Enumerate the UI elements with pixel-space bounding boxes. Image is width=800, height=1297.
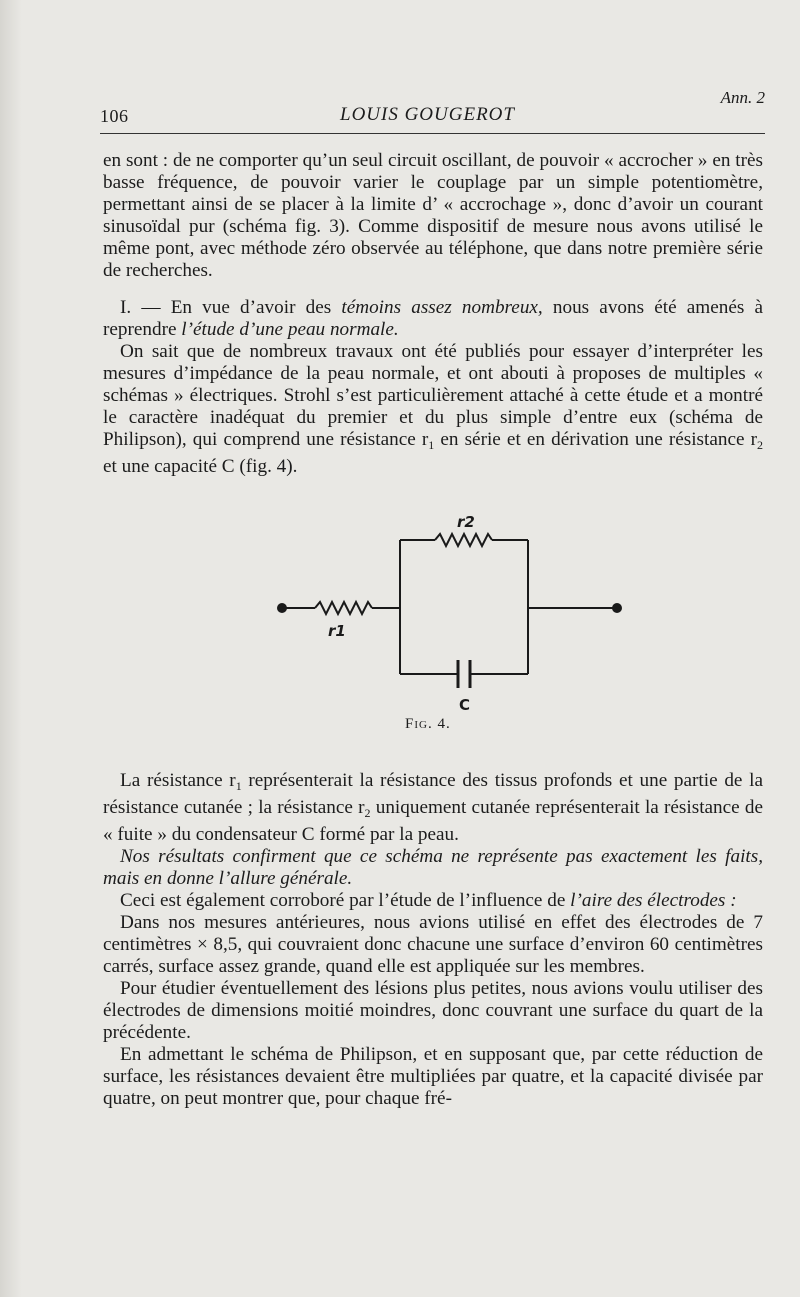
circuit-diagram bbox=[270, 510, 650, 740]
paragraph-temoins: I. — En vue d’avoir des témoins assez nombreux, nous avons été amenés à reprendre l’étude d’une peau normale. bbox=[103, 297, 763, 340]
paragraph-assumption: En admettant le schéma de Philipson, et en supposant que, par cette réduction de surface, les résistances devaient être multipliées par quatre, et la capacité divisée par quatre, on peut montrer que, pour chaque fré- bbox=[103, 1044, 763, 1109]
text-block-middle bbox=[103, 297, 763, 478]
label-r1: r1 bbox=[328, 622, 346, 640]
page-header bbox=[100, 88, 765, 130]
header-rule bbox=[100, 133, 765, 134]
paragraph-philipson: On sait que de nombreux travaux ont été publiés pour essayer d’interpréter les mesures d’impédance de la peau normale, et ont abouti à proposes de multiples « schémas » électriques. Strohl s’est particulièrement attaché à cette étude et a montré le caractère inadéquat du premier et du plus simple d’entre eux (schéma de Philipson), qui comprend une résistance $r_1$ en série et en dérivation une résistance $r_2$ et une capacité C (fig. 4). bbox=[103, 341, 763, 477]
page-number: 106 bbox=[100, 106, 129, 126]
label-c: C bbox=[459, 696, 471, 714]
paragraph-electrode-area: Ceci est également corroboré par l’étude de l’influence de l’aire des électrodes : bbox=[120, 890, 737, 911]
terminal-left bbox=[277, 603, 287, 613]
label-r2: r2 bbox=[457, 513, 475, 531]
paragraph-oscillator: en sont : de ne comporter qu’un seul circuit oscillant, de pouvoir « accrocher » en très basse fréquence, de pouvoir varier le couplage par un simple potentiomètre, permettant ainsi de se placer à la limite d’ « accrochage », donc d’avoir un courant sinusoïdal pur (schéma fig. 3). Comme dispositif de mesure nous avons utilisé le même pont, avec méthode zéro observée au téléphone, que dans notre première série de recherches. bbox=[103, 150, 763, 281]
paragraph-resistances: La résistance $r_1$ représenterait la résistance des tissus profonds et une partie de la résistance cutanée ; la résistance $r_2$ uniquement cutanée représenterait la résistance de « fuite » du condensateur C formé par la peau. bbox=[103, 770, 763, 845]
paragraph-results: Nos résultats confirment que ce schéma ne représente pas exactement les faits, mais en donne l’allure générale. bbox=[103, 846, 763, 889]
paragraph-smaller-lesions: Pour étudier éventuellement des lésions plus petites, nous avions voulu utiliser des électrodes de dimensions moitié moindres, donc couvrant une surface du quart de la précédente. bbox=[103, 978, 763, 1043]
figure-caption: Fig. 4. bbox=[405, 716, 451, 732]
terminal-right bbox=[612, 603, 622, 613]
text-block-bottom bbox=[103, 770, 763, 1110]
text-block-top bbox=[103, 150, 763, 282]
paragraph-previous-measures: Dans nos mesures antérieures, nous avions utilisé en effet des électrodes de 7 centimètres × 8,5, qui couvraient donc chacune une surface d’environ 60 centimètres carrés, surface assez grande, quand elle est appliquée sur les membres. bbox=[103, 912, 763, 977]
page-edge bbox=[0, 0, 22, 1297]
journal-annotation: Ann. 2 bbox=[720, 88, 765, 107]
running-title: LOUIS GOUGEROT bbox=[340, 104, 515, 125]
